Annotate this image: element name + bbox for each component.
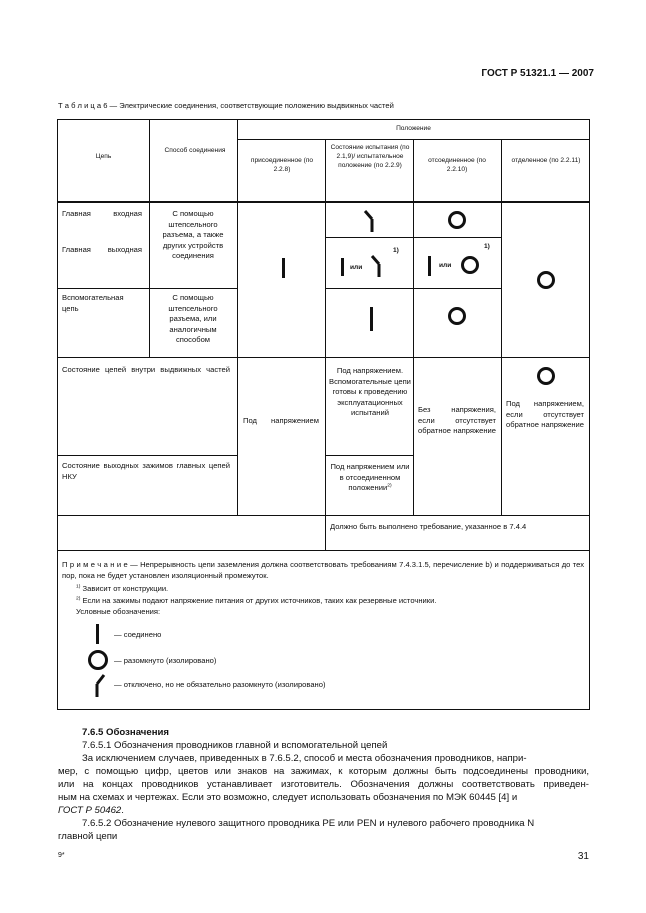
page-number: 31 bbox=[577, 851, 589, 862]
connected-symbol bbox=[341, 258, 344, 276]
row-aux: Вспомогательная цепь bbox=[62, 293, 124, 313]
footnote-mark: 1) bbox=[484, 243, 490, 250]
note-main: П р и м е ч а н и е — Непрерывность цепи заземления должна соответствовать требованиям 7.4.3.1.5, перечисление b) и поддерживаться до тех пор, пока не будет установлен изоляционный промежуток. bbox=[62, 560, 584, 580]
open-circle-icon bbox=[88, 650, 108, 670]
section-title: 7.6.5 Обозначения bbox=[82, 727, 169, 738]
legend-title: Условные обозначения: bbox=[76, 607, 161, 616]
header-connected: присоединенное (по 2.2.8) bbox=[250, 157, 314, 173]
or-label: или bbox=[350, 264, 363, 271]
open-circle-icon bbox=[537, 271, 555, 289]
section-p3-line2: главной цепи bbox=[58, 831, 118, 842]
header-test: Состояние испытания (по 2.1,9)/ испытательное положение (по 2.2.9) bbox=[330, 144, 410, 169]
section-p2-line5: ГОСТ Р 50462. bbox=[58, 805, 124, 816]
test-state-inner: Под напряжением. Вспомогательные цепи готовы к проведению эксплуатационных испытаний bbox=[329, 366, 411, 418]
header-separated: отделенное (по 2.2.11) bbox=[511, 157, 581, 164]
connected-symbol bbox=[96, 624, 99, 644]
open-circle-icon bbox=[461, 256, 479, 274]
footnote-2: $^{2)}$ Если на зажимы подают напряжение питания от других источников, таких как резервные источники. bbox=[76, 596, 437, 605]
row-main-output: Главная выходная bbox=[62, 245, 142, 254]
section-p2-line3: или на концах проводников устанавливает изготовитель. Обозначения должны соответствовать приведен- bbox=[58, 779, 589, 790]
header-disconnected: отсоединенное (по 2.2.10) bbox=[428, 157, 486, 173]
open-circle-icon bbox=[448, 211, 466, 229]
header-circuit: Цепь bbox=[95, 153, 112, 160]
header-method: Способ соединения bbox=[164, 147, 226, 154]
switch-off-icon bbox=[88, 672, 106, 698]
table-caption: Т а б л и ц а 6 — Электрические соединения, соответствующие положению выдвижных частей bbox=[58, 101, 394, 110]
section-p3-line1: 7.6.5.2 Обозначение нулевого защитного проводника PE или PEN и нулевого рабочего проводника N bbox=[82, 818, 535, 829]
separated-state: Под напряжением, если отсутствует обратное напряжение bbox=[506, 399, 584, 430]
open-circle-icon bbox=[448, 307, 466, 325]
section-p1: 7.6.5.1 Обозначения проводников главной и вспомогательной цепей bbox=[82, 740, 388, 751]
or-label: или bbox=[439, 262, 452, 269]
legend-connected: — соединено bbox=[114, 630, 162, 639]
switch-off-icon bbox=[362, 209, 378, 233]
requirement-note: Должно быть выполнено требование, указанное в 7.4.4 bbox=[330, 522, 527, 531]
connected-state: Под напряжением bbox=[243, 416, 319, 425]
sheet-mark: 9* bbox=[58, 852, 65, 859]
row-plug-method: С помощью штепсельного разъема, а также других устройств соединения bbox=[162, 209, 224, 261]
row-aux-method: С помощью штепсельного разъема, или аналогичным способом bbox=[168, 293, 218, 345]
section-p2-line2: мер, с помощью цифр, цветов или знаков на зажимах, к которым должны быть подсоединены проводники, bbox=[58, 766, 589, 777]
section-p2-line1: За исключением случаев, приведенных в 7.6.5.2, способ и места обозначения проводников, напри- bbox=[82, 753, 527, 764]
section-p2-line4: ным на схемах и чертежах. Если это возможно, следует использовать обозначения по МЭК 60445 [4] и bbox=[58, 792, 518, 803]
legend-open: — разомкнуто (изолировано) bbox=[114, 656, 217, 665]
row-main-input: Главная входная bbox=[62, 209, 142, 218]
state-outer-label: Состояние выходных зажимов главных цепей НКУ bbox=[62, 461, 230, 481]
state-inner-label: Состояние цепей внутри выдвижных частей bbox=[62, 365, 230, 374]
document-id: ГОСТ Р 51321.1 — 2007 bbox=[481, 68, 594, 79]
connected-symbol bbox=[282, 258, 285, 278]
footnote-1: $^{1)}$ Зависит от конструкции. bbox=[76, 584, 169, 593]
open-circle-icon bbox=[537, 367, 555, 385]
test-state-outer: Под напряжением или в отсоединенном положении$^{2)}$ bbox=[330, 462, 410, 493]
connected-symbol bbox=[428, 256, 431, 276]
header-position: Положение bbox=[396, 125, 431, 132]
disconnected-state: Без напряжения, если отсутствует обратное напряжение bbox=[418, 405, 496, 436]
footnote-mark: 1) bbox=[393, 247, 399, 254]
connected-symbol bbox=[370, 307, 373, 331]
legend-off: — отключено, но не обязательно разомкнуто (изолировано) bbox=[114, 680, 326, 689]
switch-off-icon bbox=[370, 254, 386, 278]
